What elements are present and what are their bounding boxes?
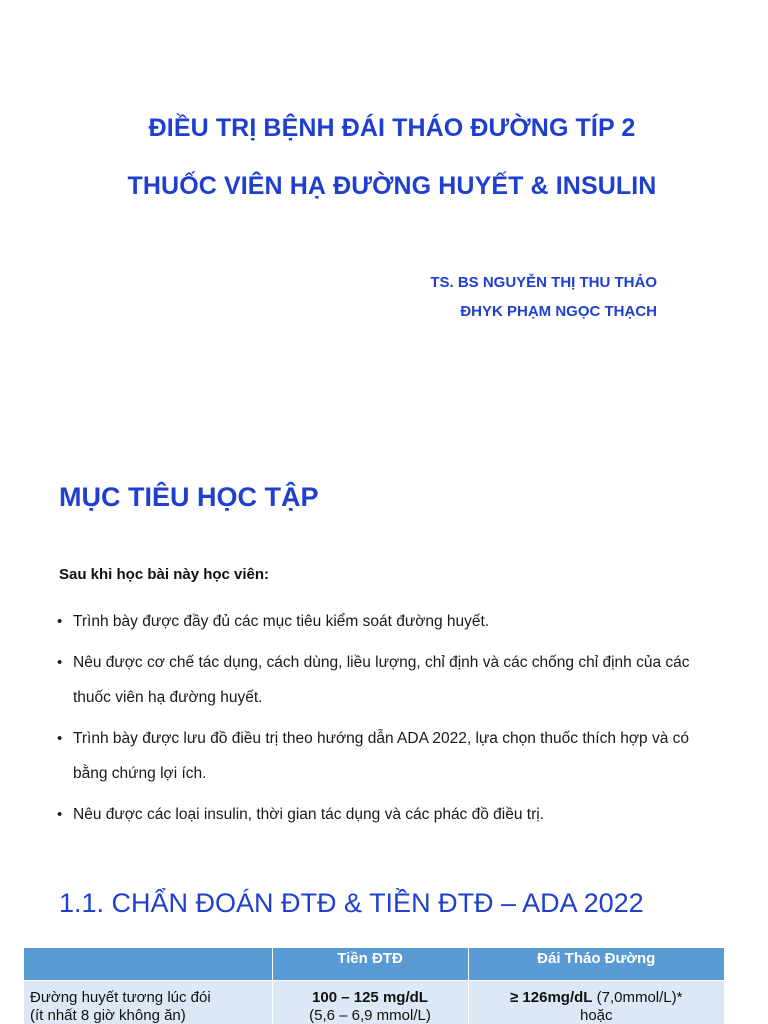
table-header-empty <box>24 948 272 980</box>
list-item <box>57 797 717 832</box>
diagnosis-table <box>24 948 725 1024</box>
objectives-intro: Sau khi học bài này học viên: <box>59 566 270 583</box>
table-header-diabetes: Đái Tháo Đường <box>468 948 725 980</box>
list-item-text: Nêu được các loại insulin, thời gian tác dụng và các phác đồ điều trị. <box>73 806 544 823</box>
label-line-1: Đường huyết tương lúc đói <box>30 988 211 1006</box>
table-header-row <box>24 948 725 980</box>
table-header-prediabetes: Tiền ĐTĐ <box>272 948 468 980</box>
diabetes-value: ≥ 126mg/dL <box>510 988 593 1006</box>
prediabetes-value: 100 – 125 mg/dL <box>312 988 428 1006</box>
objectives-heading: MỤC TIÊU HỌC TẬP <box>59 482 319 512</box>
objectives-list <box>57 604 717 838</box>
list-item-text: Trình bày được đầy đủ các mục tiêu kiểm soát đường huyết. <box>73 613 490 630</box>
prediabetes-sub: (5,6 – 6,9 mmol/L) <box>309 1006 431 1024</box>
label-line-2: (ít nhất 8 giờ không ăn) <box>30 1006 186 1024</box>
title-line-1: ĐIỀU TRỊ BỆNH ĐÁI THÁO ĐƯỜNG TÍP 2 <box>148 114 636 142</box>
bullet-icon: • <box>57 654 63 671</box>
list-item <box>57 604 717 639</box>
author-name: TS. BS NGUYỄN THỊ THU THẢO <box>430 274 657 291</box>
bullet-icon: • <box>57 730 63 747</box>
list-item <box>57 645 717 715</box>
diabetes-value-rest: (7,0mmol/L)* <box>592 988 683 1006</box>
list-item-text: Trình bày được lưu đồ điều trị theo hướng dẫn ADA 2022, lựa chọn thuốc thích hợp và có bằng chứng lợi ích. <box>73 730 690 782</box>
list-item <box>57 721 717 791</box>
table-cell-diabetes <box>468 980 725 1024</box>
table-cell-prediabetes <box>272 980 468 1024</box>
bullet-icon: • <box>57 613 63 630</box>
bullet-icon: • <box>57 806 63 823</box>
diagnosis-heading: 1.1. CHẨN ĐOÁN ĐTĐ & TIỀN ĐTĐ – ADA 2022 <box>59 888 644 918</box>
author-institution: ĐHYK PHẠM NGỌC THẠCH <box>460 303 657 320</box>
list-item-text: Nêu được cơ chế tác dụng, cách dùng, liều lượng, chỉ định và các chống chỉ định của các thuốc viên hạ đường huyết. <box>73 654 690 706</box>
table-cell-label <box>24 980 272 1024</box>
diabetes-sub: hoặc <box>579 1006 613 1024</box>
title-line-2: THUỐC VIÊN HẠ ĐƯỜNG HUYẾT & INSULIN <box>127 172 657 200</box>
table-row <box>24 980 725 1024</box>
